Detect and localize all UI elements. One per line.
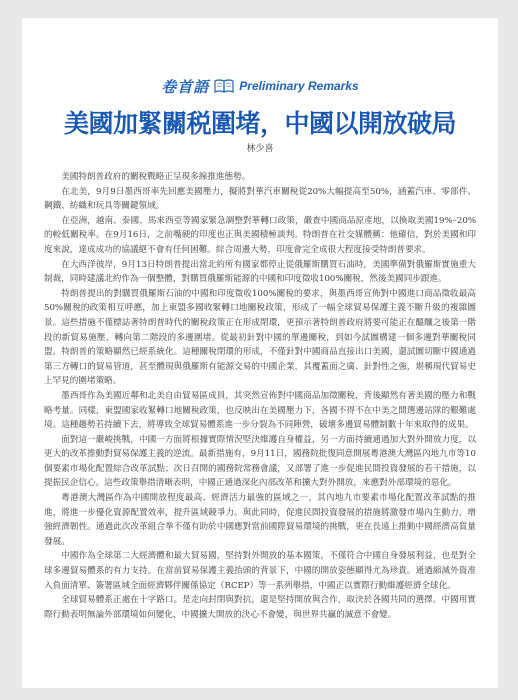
paragraph: 粵港澳大灣區作為中國開放程度最高、經濟活力最強的區域之一，其內地九市要素市場化配置改革試點的推進，將進一步優化資源配置效率，提升區域競爭力。與此同時，促進民間投資發展的措施將激發市場內生動力，增強經濟韌性。通過此次改革組合拳不僅有助於中國應對當前國際貿易環境的挑戰，更在長遠上推動中國經濟高質量發展。 <box>44 493 476 547</box>
paragraph: 美國特朗普政府的關稅戰略正呈現多線推進態勢。 <box>61 172 251 182</box>
paragraph: 中國作為全球第二大經濟體和最大貿易國，堅持對外開放的基本國策，不僅符合中國自身發展利益，也是對全球多邊貿易體系的有力支持。在當前貿易保護主義抬頭的背景下，中國的開放姿態顯得尤為珍貴。通過縮減外資准入負面清單、簽署區域全面經濟夥伴關係協定（RCEP）等一系列舉措，中國正以實際行動維護經濟全球化。 <box>44 551 476 591</box>
paragraph: 面對這一嚴峻挑戰，中國一方面將根據實際情況堅決維護自身權益，另一方面持續通過加大對外開放力度，以更大的改革推動對貿易保護主義的逆流。最新措施有，9月11日，國務院批復同意開展粵港澳大灣區內地九市等10個要素市場化配置綜合改革試點；次日召開的國務院常務會議，又部署了進一步促進民間投資發展的若干措施，以提振民企信心。這些政策舉措清晰表明，中國正通過深化內部改革和擴大對外開放，來應對外部環境的惡化。 <box>44 434 476 489</box>
paragraph: 在北美，9月9日墨西哥率先回應美國壓力，擬將對華汽車關稅從20%大幅提高至50%，涵蓋汽車、零部件、鋼鐵、紡織和玩具等關鍵領域。 <box>44 186 476 212</box>
paragraph: 在大西洋彼岸，9月13日特朗普提出當北約所有國家都停止從俄羅斯購買石油時，美國準備對俄羅斯實施重大制裁，同時建議北約作為一個整體，對購買俄羅斯能源的中國和印度徵收100%關稅，然後美國同步跟進。 <box>44 259 476 285</box>
column-name-en: Preliminary Remarks <box>239 79 359 93</box>
paragraph: 特朗普提出的對購買俄羅斯石油的中國和印度徵收100%關稅的要求，與墨西哥宣佈對中國進口商品徵收最高50%關稅的政策相互呼應，加上東盟多國收緊轉口地關稅政策，形成了一幅全球貿易保護主義不斷升級的複雜圖景。這些措施不僅標誌著特朗普時代的關稅政策正在形成閉環，更預示著特朗普政府將要可能正在醞釀之後第一階段的新貿易施壓，轉向第二階段的多邊圍堵。從最初針對中國的單邊關稅，到如今試圖構建一個多邊對華關稅同盟，特朗普的策略顯然已經系統化。這種關稅閉環的形成，不僅針對中國商品直接出口美國，還試圖切斷中國通過第三方轉口的貿易管道，甚至體現與俄羅斯有能源交易的中國企業，其覆蓋面之廣、針對性之強，堪稱現代貿易史上罕見的圍堵策略。 <box>44 288 476 387</box>
column-name-cn: 卷首語 <box>161 77 210 96</box>
magazine-page <box>22 18 498 688</box>
book-icon <box>213 78 235 94</box>
column-header <box>22 74 498 98</box>
article-author: 林少喜 <box>246 144 274 154</box>
paragraph: 墨西哥作為美國近鄰和北美自由貿易區成員，其突然宣佈對中國商品加徵關稅，背後顯然有著美國的壓力和戰略考量。同樣，東盟國家收緊轉口地關稅政策，也反映出在美國壓力下，各國不得不在中美之間選邊站隊的艱難處境。這種趨勢若持續下去，將導致全球貿易體系進一步分裂為不同陣營，破壞多邊貿易體制數十年來取得的成果。 <box>44 390 476 431</box>
paragraph: 在亞洲，越南、泰國、馬來西亞等國家緊急調整對華轉口政策，嚴查中國商品原產地，以換取美國19%–20%的較低關稅率。在9月16日，之前嘴硬的印度也正與美國積極談判。特朗普在社交媒體稱：他確信，對於美國和印度來說，達成成功的協議絕不會有任何困難。綜合周邊大勢，印度會完全成很大程度接受特朗普要求。 <box>44 215 476 255</box>
article-body <box>44 170 476 622</box>
paragraph: 全球貿易體系正處在十字路口。是走向封閉與對抗，還是堅持開放與合作，取決於各國共同的選擇。中國用實際行動表明無論外部環境如何變化，中國擴大開放的決心不會變，與世界共贏的誠意不會變。 <box>44 595 476 620</box>
article-title: 美國加緊關税圍堵，中國以開放破局 <box>63 109 456 138</box>
